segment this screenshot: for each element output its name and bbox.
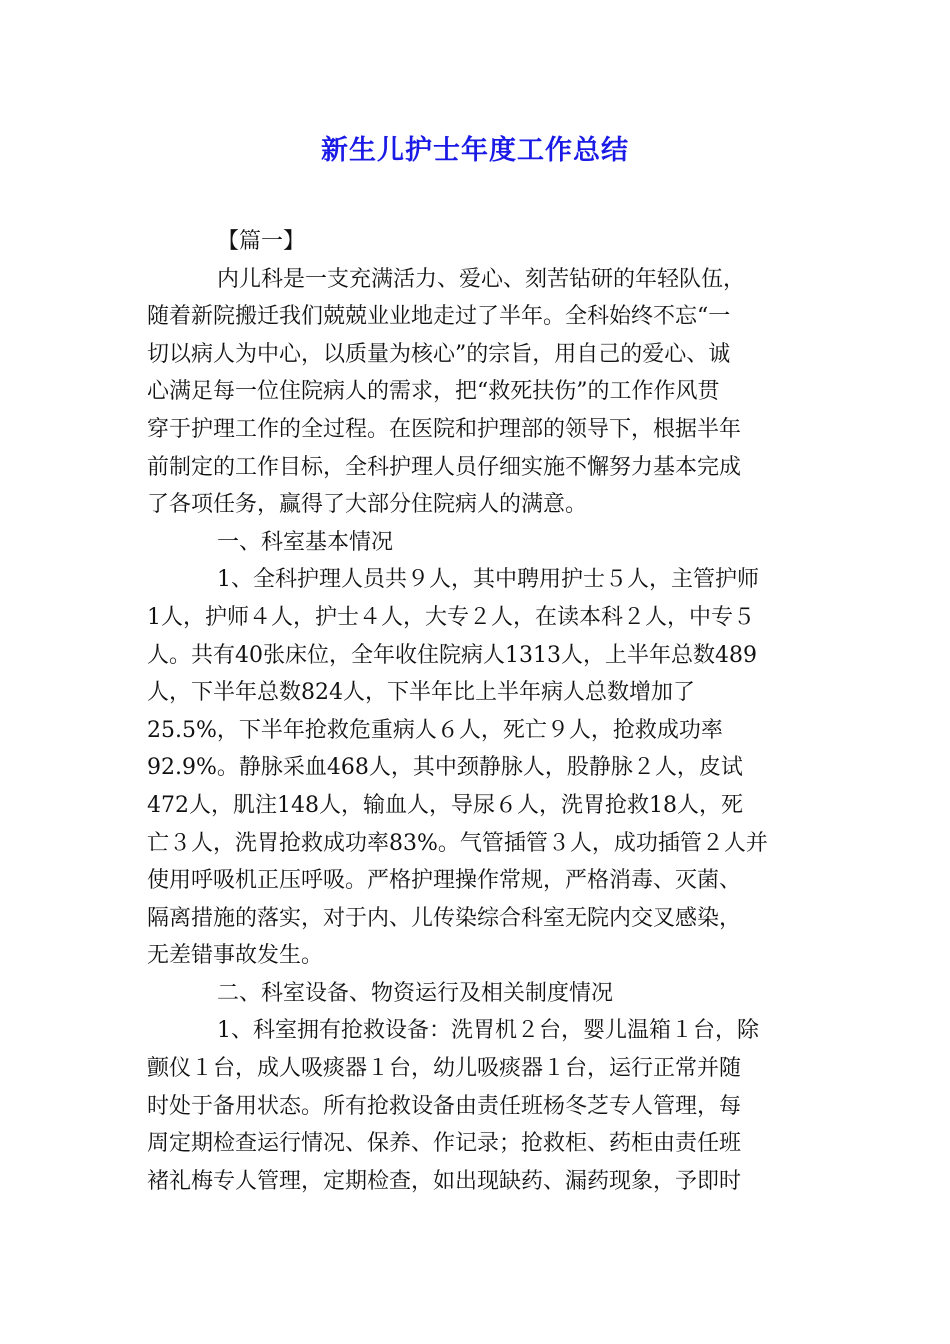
text-line: 1人，护师４人，护士４人，大专２人，在读本科２人，中专５: [147, 604, 755, 630]
paragraph: [147, 1012, 804, 1200]
text-line: 使用呼吸机正压呼吸。严格护理操作常规，严格消毒、灭菌、: [147, 868, 742, 894]
text-line: 心满足每一位住院病人的需求，把“救死扶伤”的工作作风贯: [147, 379, 720, 405]
text-line: 25.5%，下半年抢救危重病人６人，死亡９人，抢救成功率: [147, 717, 723, 743]
document-title: 新生儿护士年度工作总结: [321, 135, 629, 166]
text-line: 一、科室基本情况: [217, 529, 394, 555]
text-line: 穿于护理工作的全过程。在医院和护理部的领导下，根据半年: [147, 416, 742, 442]
text-line: 隔离措施的落实，对于内、儿传染综合科室无院内交叉感染，: [147, 905, 742, 931]
paragraph: [147, 561, 804, 975]
text-line: 472人，肌注148人，输血人，导尿６人，洗胃抢救18人，死: [147, 792, 743, 818]
part-label: 【篇一】: [217, 229, 306, 254]
text-line: 二、科室设备、物资运行及相关制度情况: [217, 980, 614, 1006]
text-line: 人，下半年总数824人，下半年比上半年病人总数增加了: [147, 680, 695, 706]
text-line: 了各项任务，赢得了大部分住院病人的满意。: [147, 492, 588, 518]
text-line: 人。共有40张床位，全年收住院病人1313人，上半年总数489: [147, 642, 757, 668]
text-line: 92.9%。静脉采血468人，其中颈静脉人，股静脉２人，皮试: [147, 755, 743, 781]
paragraph: [147, 261, 804, 524]
text-line: 前制定的工作目标，全科护理人员仔细实施不懈努力基本完成: [147, 454, 742, 480]
text-line: 颤仪１台，成人吸痰器１台，幼儿吸痰器１台，运行正常并随: [147, 1056, 742, 1082]
text-line: 无差错事故发生。: [147, 943, 324, 969]
section-heading: [147, 524, 804, 562]
paragraph-container: [147, 261, 804, 1201]
text-line: 1、全科护理人员共９人，其中聘用护士５人，主管护师: [217, 567, 759, 593]
text-line: 周定期检查运行情况、保养、作记录；抢救柜、药柜由责任班: [147, 1131, 742, 1157]
section-heading: [147, 975, 804, 1013]
text-line: 亡３人，洗胃抢救成功率83%。气管插管３人，成功插管２人并: [147, 830, 768, 856]
text-line: 时处于备用状态。所有抢救设备由责任班杨冬芝专人管理，每: [147, 1093, 742, 1119]
text-line: 1、科室拥有抢救设备：洗胃机２台，婴儿温箱１台，除: [217, 1018, 759, 1044]
text-line: 随着新院搬迁我们兢兢业业地走过了半年。全科始终不忘“一: [147, 304, 731, 330]
document-body: [147, 223, 804, 1200]
text-line: 切以病人为中心，以质量为核心”的宗旨，用自己的爱心、诚: [147, 341, 731, 367]
text-line: 内儿科是一支充满活力、爱心、刻苦钻研的年轻队伍，: [217, 266, 746, 292]
text-line: 褚礼梅专人管理，定期检查，如出现缺药、漏药现象，予即时: [147, 1168, 742, 1194]
